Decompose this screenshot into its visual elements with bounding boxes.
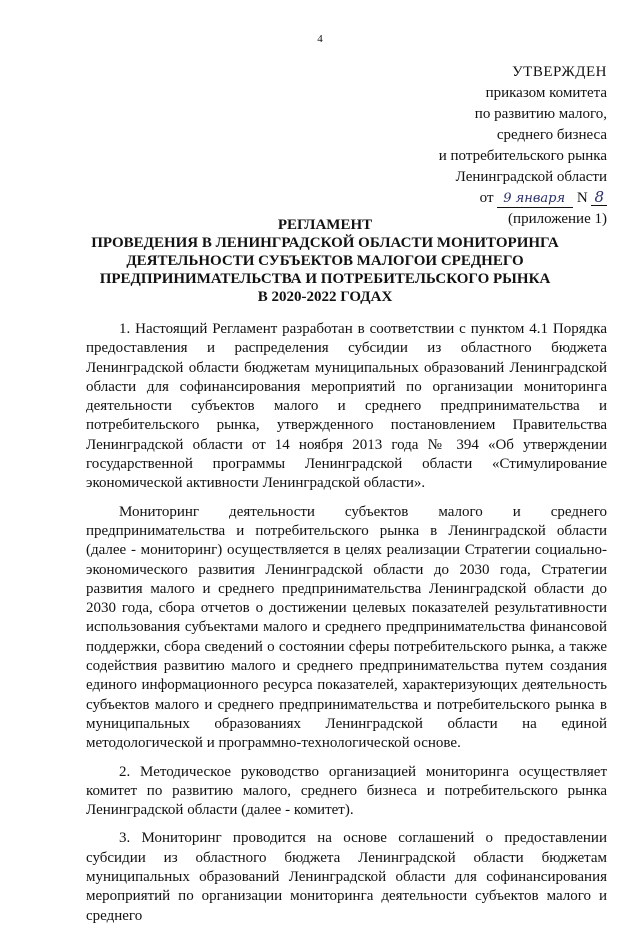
number-prefix: N (576, 190, 588, 206)
paragraph-monitoring: Мониторинг деятельности субъектов малого и среднего предпринимательства и потребительского рынка в Ленинградской области (далее - мониторинг) осуществляется в целях реализации Стратегии социально-экономического развития Ленинградской области до 2030 года, Стратегии развития малого и среднего предпринимательства Ленинградской области до 2030 года, сбора отчетов о достижении целевых показателей результативности использования субъектами малого и среднего предпринимательства финансовой поддержки, сбора сведений о состоянии сферы потребительского рынка, а также содействия развитию малого и среднего предпринимательства путем создания единого информационного ресурса показателей, характеризующих деятельность субъектов малого и среднего предпринимательства и потребительского рынка в муниципальных образованиях Ленинградской области на единой методологической и программно-технологической основе. (86, 503, 607, 752)
approval-line: Ленинградской области (455, 169, 607, 185)
title-line: ДЕЯТЕЛЬНОСТИ СУБЪЕКТОВ МАЛОГОИ СРЕДНЕГО (126, 253, 524, 269)
document-title (60, 216, 590, 306)
page-number: 4 (317, 33, 323, 45)
approval-block (439, 62, 607, 230)
paragraph-3: 3. Мониторинг проводится на основе соглашений о предоставлении субсидии из областного бюджета Ленинградской области бюджетам муниципальных образований Ленинградской области для софинансирования мероприятий по организации мониторинга деятельности субъектов малого и среднего (86, 830, 607, 924)
handwritten-number: 8 (591, 189, 607, 206)
title-line: ПРЕДПРИНИМАТЕЛЬСТВА И ПОТРЕБИТЕЛЬСКОГО РЫНКА (99, 271, 551, 287)
document-body (86, 320, 607, 935)
approval-line: и потребительского рынка (438, 148, 607, 164)
paragraph-2: 2. Методическое руководство организацией мониторинга осуществляет комитет по развитию малого, среднего бизнеса и потребительского рынка Ленинградской области (далее - комитет). (86, 763, 607, 819)
date-prefix: от (479, 190, 494, 206)
appendix-note: (приложение 1) (508, 211, 607, 227)
title-line: ПРОВЕДЕНИЯ В ЛЕНИНГРАДСКОЙ ОБЛАСТИ МОНИТОРИНГА (91, 235, 559, 251)
approval-line: по развитию малого, (474, 106, 607, 122)
handwritten-date: 9 января (497, 191, 573, 208)
approval-heading: УТВЕРЖДЕН (512, 64, 607, 80)
approval-line: приказом комитета (485, 85, 607, 101)
paragraph-1: 1. Настоящий Регламент разработан в соответствии с пунктом 4.1 Порядка предоставления и распределения субсидии из областного бюджета Ленинградской области бюджетам муниципальных образований Ленинградской области для софинансирования мероприятий по организации мониторинга деятельности субъектов малого и среднего предпринимательства и потребительского рынка, утвержденного постановлением Правительства Ленинградской области от 14 ноября 2013 года № 394 «Об утверждении государственной программы Ленинградской области «Стимулирование экономической активности Ленинградской области». (86, 321, 607, 492)
title-line: РЕГЛАМЕНТ (277, 217, 373, 233)
approval-date-line (439, 188, 607, 209)
approval-line: среднего бизнеса (496, 127, 607, 143)
title-line: В 2020-2022 ГОДАХ (257, 289, 393, 305)
